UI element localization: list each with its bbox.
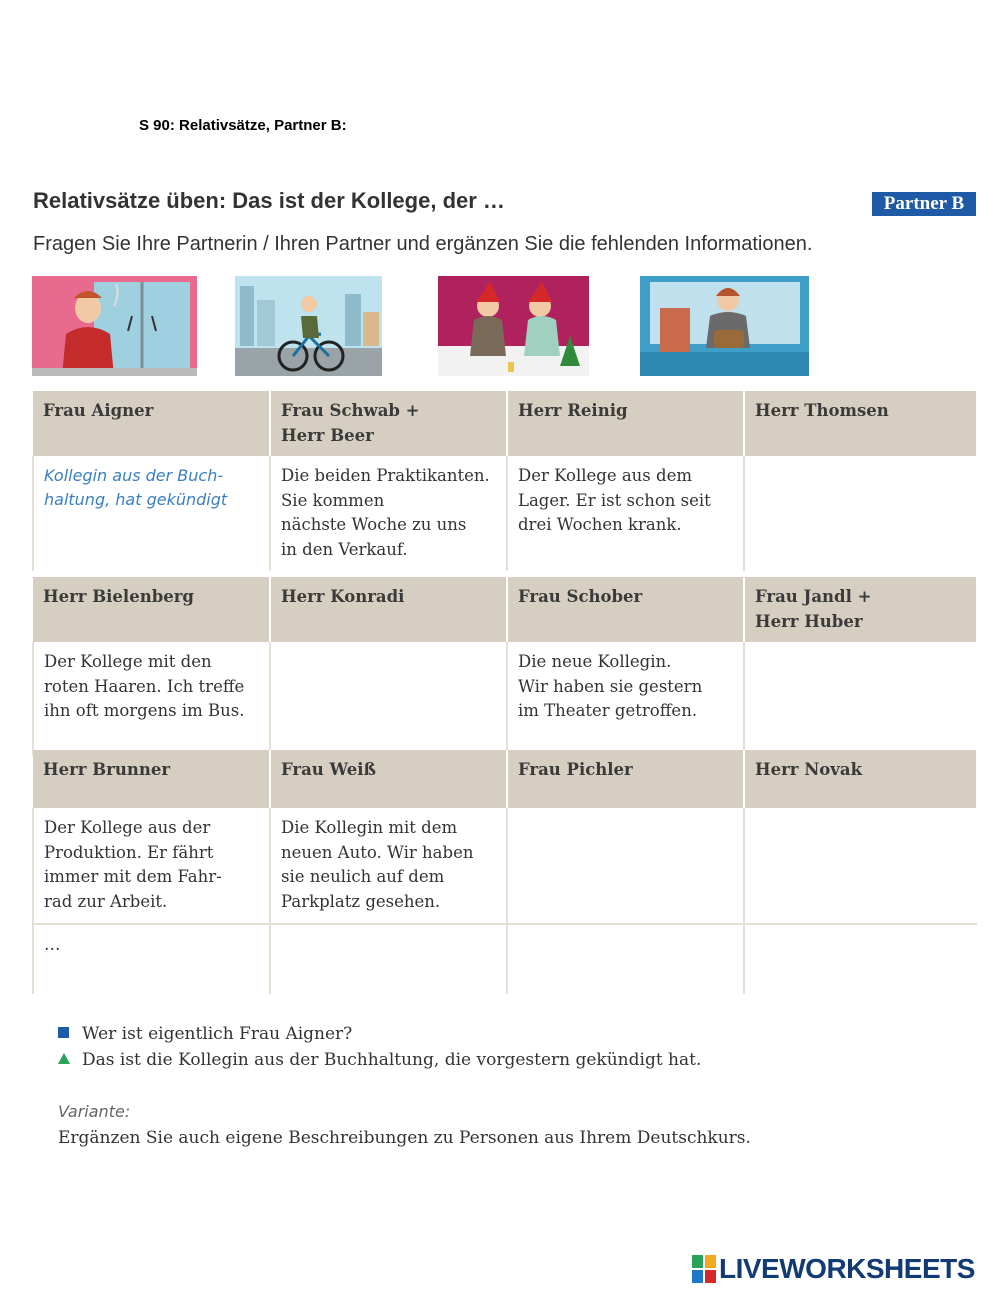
description-cell (270, 808, 507, 924)
description-line: rad zur Arbeit. (44, 891, 168, 911)
christmas-party-illustration (438, 276, 589, 376)
name-cell: Herr Novak (744, 750, 977, 808)
empty-cell[interactable] (507, 924, 744, 994)
partner-badge: Partner B (872, 192, 976, 216)
variant-text: Ergänzen Sie auch eigene Beschreibungen zu Personen aus Ihrem Deutschkurs. (58, 1128, 751, 1148)
dialog-question (58, 1024, 352, 1044)
info-table-row3 (32, 750, 978, 994)
answer-cell[interactable] (744, 456, 977, 571)
description-line: Parkplatz gesehen. (281, 891, 441, 911)
description-line: neuen Auto. Wir haben (281, 842, 474, 862)
description-line: Der Kollege aus dem (518, 466, 692, 485)
name-cell (270, 391, 507, 456)
answer-cell[interactable] (33, 456, 270, 571)
answer-cell[interactable] (270, 642, 507, 756)
description-cell (33, 808, 270, 924)
description-line: Der Kollege mit den (44, 652, 212, 671)
dialog-question-text: Wer ist eigentlich Frau Aigner? (82, 1024, 353, 1044)
description-line: ihn oft morgens im Bus. (44, 701, 245, 720)
dialog-answer-text: Das ist die Kollegin aus der Buchhaltung, die vorgestern gekündigt hat. (82, 1050, 702, 1070)
description-line: Sie kommen (281, 490, 385, 510)
name-cell: Frau Pichler (507, 750, 744, 808)
instruction-text: Fragen Sie Ihre Partnerin / Ihren Partner und ergänzen Sie die fehlenden Informationen. (33, 233, 813, 255)
name-line: Frau Schwab + (281, 401, 420, 420)
description-line: immer mit dem Fahr- (44, 867, 222, 886)
description-line: Der Kollege aus der (44, 818, 211, 837)
logo-text: LIVEWORKSHEETS (719, 1253, 975, 1284)
green-triangle-icon (58, 1053, 70, 1064)
handwritten-line: haltung, hat gekündigt (44, 490, 228, 509)
name-cell: Herr Reinig (507, 391, 744, 456)
description-cell (270, 456, 507, 571)
description-cell (507, 456, 744, 571)
description-line: Die beiden Praktikanten. (281, 466, 490, 485)
description-line: Lager. Er ist schon seit (518, 490, 711, 510)
liveworksheets-logo (692, 1254, 975, 1284)
blue-square-icon (58, 1027, 69, 1038)
dialog-answer (58, 1050, 701, 1070)
name-cell: Herr Konradi (270, 577, 507, 642)
description-line: im Theater getroffen. (518, 701, 698, 720)
description-line: in den Verkauf. (281, 539, 408, 559)
description-line: drei Wochen krank. (518, 515, 682, 534)
name-cell: Frau Weiß (270, 750, 507, 808)
answer-cell[interactable] (744, 642, 977, 756)
empty-cell[interactable] (270, 924, 507, 994)
exercise-title: Relativsätze üben: Das ist der Kollege, der … (33, 188, 505, 213)
description-line: nächste Woche zu uns (281, 515, 467, 534)
info-table-row1 (32, 391, 978, 571)
woman-in-bus-illustration (640, 276, 809, 376)
description-line: Wir haben sie gestern (518, 676, 703, 696)
description-cell (507, 642, 744, 756)
handwritten-line: Kollegin aus der Buch- (44, 466, 224, 485)
name-cell (744, 577, 977, 642)
name-cell: Frau Aigner (33, 391, 270, 456)
description-cell (33, 642, 270, 756)
answer-cell[interactable] (744, 808, 977, 924)
answer-cell[interactable] (507, 808, 744, 924)
description-line: Die neue Kollegin. (518, 652, 672, 671)
info-table-row2 (32, 577, 978, 756)
name-line: Herr Huber (755, 611, 863, 631)
name-line: Frau Jandl + (755, 587, 872, 606)
description-line: Die Kollegin mit dem (281, 818, 458, 837)
name-cell: Herr Thomsen (744, 391, 977, 456)
empty-cell[interactable] (744, 924, 977, 994)
name-cell: Herr Bielenberg (33, 577, 270, 642)
name-cell: Frau Schober (507, 577, 744, 642)
variant-label: Variante: (58, 1102, 131, 1121)
description-line: Produktion. Er fährt (44, 842, 214, 862)
page-label: S 90: Relativsätze, Partner B: (139, 117, 347, 134)
liveworksheets-logo-icon (692, 1255, 716, 1283)
description-line: roten Haaren. Ich treffe (44, 676, 245, 696)
name-cell: Herr Brunner (33, 750, 270, 808)
description-line: sie neulich auf dem (281, 867, 445, 886)
ellipsis-cell: … (33, 924, 270, 994)
man-smoking-illustration (32, 276, 197, 376)
cyclist-illustration (235, 276, 382, 376)
name-line: Herr Beer (281, 425, 374, 445)
